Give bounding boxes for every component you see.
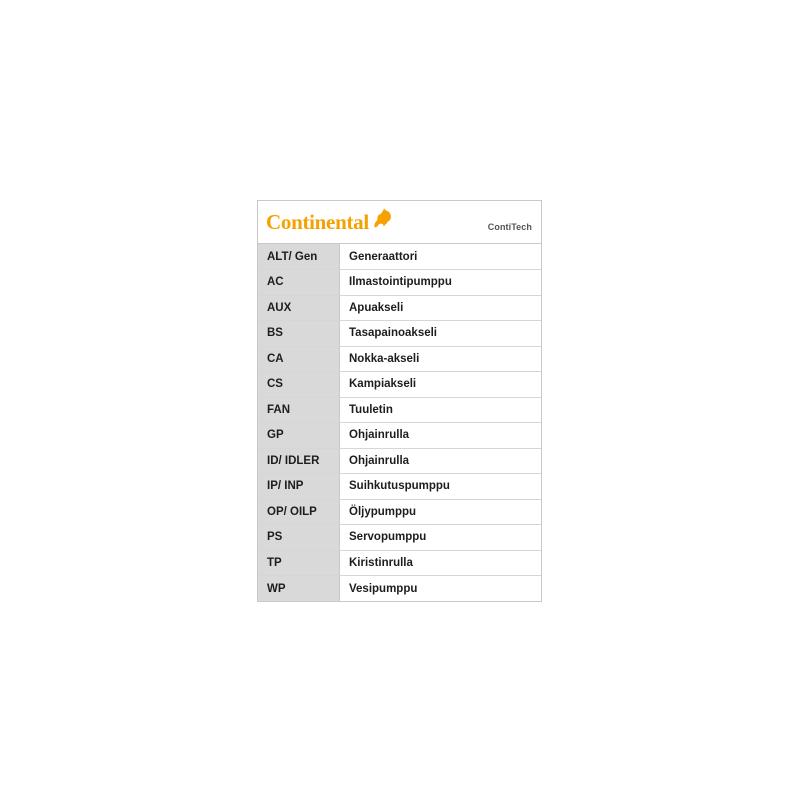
table-row bbox=[258, 525, 541, 551]
table-row bbox=[258, 244, 541, 270]
desc-cell: Vesipumppu bbox=[340, 576, 542, 602]
abbr-cell: WP bbox=[258, 576, 340, 602]
table-row bbox=[258, 474, 541, 500]
table-row bbox=[258, 499, 541, 525]
abbr-cell: IP/ INP bbox=[258, 474, 340, 500]
abbr-cell: ALT/ Gen bbox=[258, 244, 340, 270]
table-row bbox=[258, 423, 541, 449]
table-body bbox=[258, 244, 541, 601]
horse-icon bbox=[371, 208, 393, 233]
continental-logo bbox=[266, 208, 393, 236]
abbreviation-table bbox=[258, 244, 541, 601]
table-row bbox=[258, 321, 541, 347]
desc-cell: Apuakseli bbox=[340, 295, 542, 321]
abbr-cell: AUX bbox=[258, 295, 340, 321]
desc-cell: Öljypumppu bbox=[340, 499, 542, 525]
abbr-cell: GP bbox=[258, 423, 340, 449]
table-row bbox=[258, 397, 541, 423]
desc-cell: Ohjainrulla bbox=[340, 423, 542, 449]
desc-cell: Tuuletin bbox=[340, 397, 542, 423]
abbr-cell: BS bbox=[258, 321, 340, 347]
table-row bbox=[258, 372, 541, 398]
abbr-cell: CA bbox=[258, 346, 340, 372]
abbr-cell: CS bbox=[258, 372, 340, 398]
abbr-cell: TP bbox=[258, 550, 340, 576]
desc-cell: Nokka-akseli bbox=[340, 346, 542, 372]
abbr-cell: OP/ OILP bbox=[258, 499, 340, 525]
desc-cell: Servopumppu bbox=[340, 525, 542, 551]
desc-cell: Kiristinrulla bbox=[340, 550, 542, 576]
abbr-cell: AC bbox=[258, 270, 340, 296]
table-row bbox=[258, 550, 541, 576]
desc-cell: Tasapainoakseli bbox=[340, 321, 542, 347]
abbr-cell: FAN bbox=[258, 397, 340, 423]
table-row bbox=[258, 295, 541, 321]
brand-wordmark: Continental bbox=[266, 209, 369, 234]
brand-header bbox=[258, 201, 541, 244]
table-row bbox=[258, 270, 541, 296]
desc-cell: Ilmastointipumppu bbox=[340, 270, 542, 296]
abbr-cell: PS bbox=[258, 525, 340, 551]
abbreviation-legend-card bbox=[257, 200, 542, 602]
table-row bbox=[258, 448, 541, 474]
desc-cell: Suihkutuspumppu bbox=[340, 474, 542, 500]
desc-cell: Generaattori bbox=[340, 244, 542, 270]
desc-cell: Ohjainrulla bbox=[340, 448, 542, 474]
table-row bbox=[258, 346, 541, 372]
desc-cell: Kampiakseli bbox=[340, 372, 542, 398]
sub-brand-label: ContiTech bbox=[487, 222, 532, 232]
table-row bbox=[258, 576, 541, 602]
abbr-cell: ID/ IDLER bbox=[258, 448, 340, 474]
